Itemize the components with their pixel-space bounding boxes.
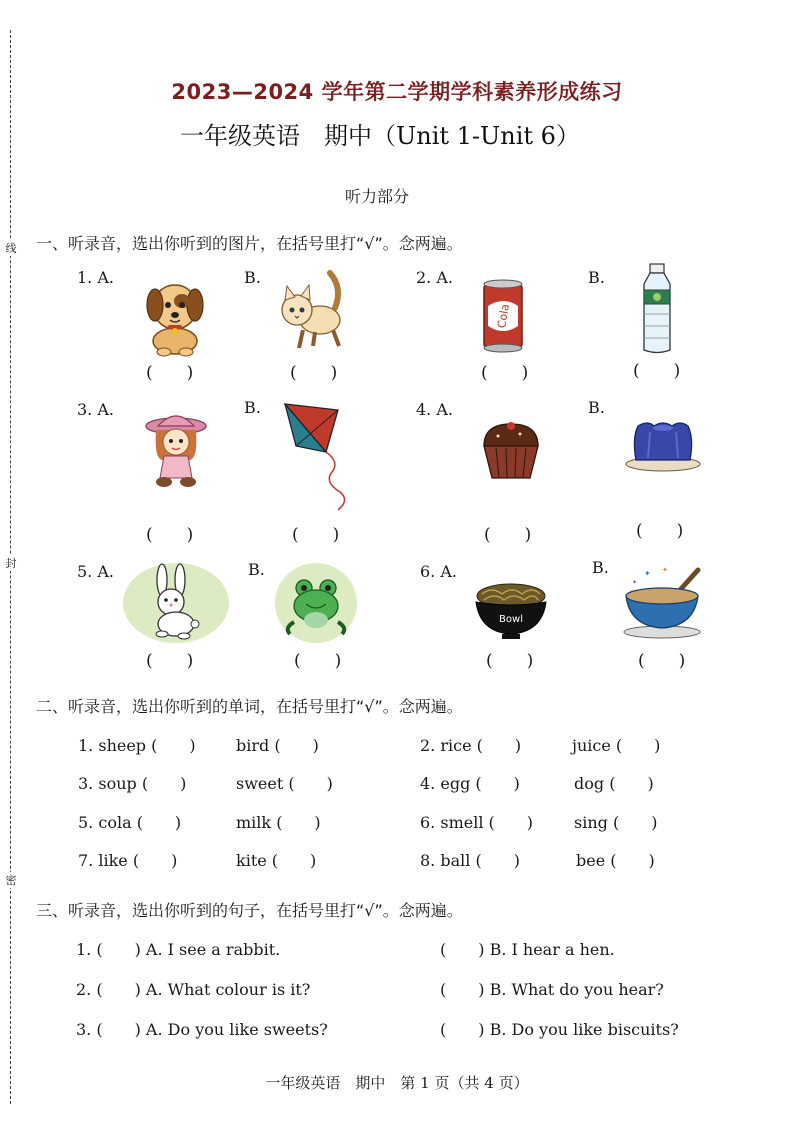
listening-section-label: 听力部分 [344, 187, 409, 206]
item4-label-b: B. [588, 398, 605, 417]
item2-a-answer[interactable]: ( ) [481, 363, 529, 383]
cat-picture[interactable] [275, 268, 350, 353]
sentence-option-b[interactable]: ( ) B. What do you hear? [440, 980, 664, 999]
sentence-option-a[interactable]: 2. ( ) A. What colour is it? [76, 980, 311, 999]
item6-b-answer[interactable]: ( ) [638, 651, 686, 671]
item4-b-answer[interactable]: ( ) [636, 521, 684, 541]
svg-text:Cola: Cola [494, 303, 512, 330]
item3-a-answer[interactable]: ( ) [146, 525, 194, 545]
section2-heading: 二、听录音，选出你听到的单词，在括号里打“√”。念两遍。 [36, 697, 463, 716]
sentence-option-a[interactable]: 1. ( ) A. I see a rabbit. [76, 940, 281, 959]
word-item[interactable]: 8. ball ( ) [420, 851, 520, 870]
word-item[interactable]: sing ( ) [574, 813, 658, 832]
page-footer: 一年级英语 期中 第 1 页（共 4 页） [265, 1074, 529, 1092]
exam-subtitle: 一年级英语 期中（Unit 1-Unit 6） [180, 122, 580, 150]
word-item[interactable]: sweet ( ) [236, 774, 333, 793]
sentence-option-b[interactable]: ( ) B. Do you like biscuits? [440, 1020, 679, 1039]
word-item[interactable]: kite ( ) [236, 851, 317, 870]
jelly-picture[interactable] [624, 418, 702, 473]
item6-a-answer[interactable]: ( ) [486, 651, 534, 671]
item6-label-b: B. [592, 558, 609, 577]
word-item[interactable]: 2. rice ( ) [420, 736, 522, 755]
item4-a-answer[interactable]: ( ) [484, 525, 532, 545]
item2-label-a: 2. A. [416, 268, 453, 287]
frog-picture[interactable] [274, 562, 358, 644]
word-item[interactable]: milk ( ) [236, 813, 321, 832]
soup-picture[interactable] [622, 566, 704, 640]
word-item[interactable]: juice ( ) [572, 736, 661, 755]
sentence-option-b[interactable]: ( ) B. I hear a hen. [440, 940, 615, 959]
item1-label-b: B. [244, 268, 261, 287]
rabbit-picture[interactable] [122, 562, 230, 644]
cola-can-picture[interactable] [480, 278, 526, 354]
word-item[interactable]: bird ( ) [236, 736, 319, 755]
cupcake-picture[interactable] [478, 420, 544, 480]
dog-picture[interactable] [140, 275, 210, 357]
item5-b-answer[interactable]: ( ) [294, 651, 342, 671]
item4-label-a: 4. A. [416, 400, 453, 419]
word-item[interactable]: 1. sheep ( ) [78, 736, 196, 755]
item1-a-answer[interactable]: ( ) [146, 363, 194, 383]
item3-label-a: 3. A. [77, 400, 114, 419]
noodles-picture[interactable] [472, 578, 550, 640]
section1-heading: 一、听录音，选出你听到的图片，在括号里打“√”。念两遍。 [36, 234, 463, 253]
item3-b-answer[interactable]: ( ) [292, 525, 340, 545]
item1-b-answer[interactable]: ( ) [290, 363, 338, 383]
margin-label-xian: 线 [3, 240, 19, 256]
kite-picture[interactable] [280, 400, 355, 515]
item3-label-b: B. [244, 398, 261, 417]
svg-text:Bowl: Bowl [499, 614, 523, 625]
word-item[interactable]: 4. egg ( ) [420, 774, 520, 793]
item2-label-b: B. [588, 268, 605, 287]
exam-title: 2023—2024 学年第二学期学科素养形成练习 [171, 80, 623, 104]
sentence-option-a[interactable]: 3. ( ) A. Do you like sweets? [76, 1020, 328, 1039]
item5-label-a: 5. A. [77, 562, 114, 581]
item5-label-b: B. [248, 560, 265, 579]
margin-label-feng: 封 [3, 555, 19, 571]
word-item[interactable]: bee ( ) [576, 851, 655, 870]
item5-a-answer[interactable]: ( ) [146, 651, 194, 671]
water-bottle-picture[interactable] [636, 262, 678, 356]
word-item[interactable]: 7. like ( ) [78, 851, 178, 870]
word-item[interactable]: 6. smell ( ) [420, 813, 534, 832]
svg-text:✦: ✦ [632, 579, 638, 586]
svg-text:✦: ✦ [662, 566, 668, 574]
svg-text:✦: ✦ [644, 569, 651, 578]
word-item[interactable]: dog ( ) [574, 774, 654, 793]
item2-b-answer[interactable]: ( ) [633, 361, 681, 381]
section3-heading: 三、听录音，选出你听到的句子，在括号里打“√”。念两遍。 [36, 901, 463, 920]
item1-label-a: 1. A. [77, 268, 114, 287]
doll-picture[interactable] [142, 410, 210, 488]
item6-label-a: 6. A. [420, 562, 457, 581]
word-item[interactable]: 5. cola ( ) [78, 813, 182, 832]
word-item[interactable]: 3. soup ( ) [78, 774, 187, 793]
margin-label-mi: 密 [3, 872, 19, 888]
